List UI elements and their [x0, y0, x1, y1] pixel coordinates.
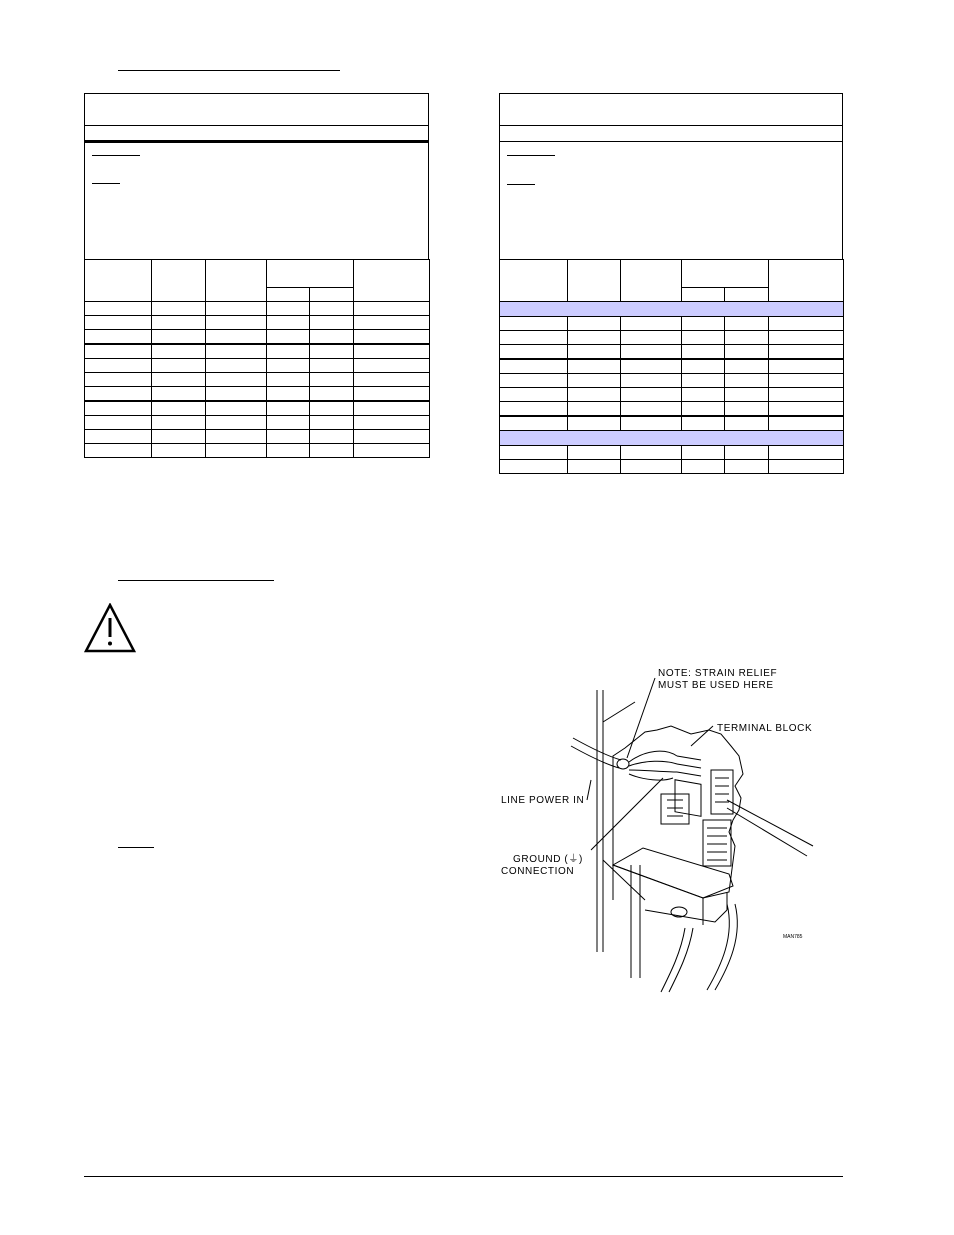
table-header-row	[500, 260, 844, 288]
left-table-notes-cell	[84, 142, 429, 260]
table-row	[85, 330, 430, 345]
notes-heading-underline	[92, 155, 140, 156]
table-row	[500, 402, 844, 417]
table-row	[500, 317, 844, 331]
table-row	[85, 316, 430, 330]
ground-connection-label-line2: CONNECTION	[501, 866, 575, 877]
note-label-underline	[92, 183, 120, 184]
cabinet-frame	[597, 690, 645, 978]
line-power-in-label: LINE POWER IN	[501, 795, 585, 806]
power-wiring-diagram	[495, 660, 820, 1000]
notes-heading-underline	[507, 155, 555, 156]
table-header-row	[85, 260, 430, 288]
section-heading-underline-1	[118, 70, 340, 71]
table-row	[500, 388, 844, 402]
table-band-row	[500, 431, 844, 446]
table-row	[500, 345, 844, 360]
left-data-grid	[84, 259, 430, 458]
table-row	[500, 460, 844, 474]
table-row	[85, 359, 430, 373]
support-rod	[727, 800, 813, 856]
strain-relief-note-line2: MUST BE USED HERE	[658, 680, 774, 691]
right-table-notes-cell	[499, 141, 843, 260]
right-data-grid	[499, 259, 844, 474]
table-row	[85, 430, 430, 444]
table-band-row	[500, 302, 844, 317]
section-heading-underline-2	[118, 580, 274, 581]
terminal-block-label: TERMINAL BLOCK	[717, 723, 813, 734]
table-row	[500, 331, 844, 345]
table-row	[500, 416, 844, 431]
table-row	[85, 373, 430, 387]
table-row	[85, 387, 430, 402]
right-table-title-cell	[499, 93, 843, 126]
table-row	[500, 359, 844, 374]
left-table-title-cell	[84, 93, 429, 126]
callout-leaders	[587, 678, 713, 850]
right-table-subtitle-cell	[499, 125, 843, 142]
terminal-block	[675, 756, 701, 816]
table-row	[85, 302, 430, 316]
table-row	[85, 444, 430, 458]
table-row	[500, 446, 844, 460]
strain-relief-note-line1: NOTE: STRAIN RELIEF	[658, 668, 778, 679]
table-row	[85, 344, 430, 359]
left-table-subtitle-cell	[84, 125, 429, 142]
ground-connection-label-line1: GROUND (⏚)	[513, 854, 583, 865]
note-label-underline	[507, 184, 535, 185]
table-row	[500, 374, 844, 388]
warning-triangle-icon	[84, 603, 136, 653]
flexible-conduits	[661, 904, 737, 992]
line-power-cable	[571, 738, 677, 780]
table-row	[85, 401, 430, 416]
table-row	[85, 416, 430, 430]
note-underline	[118, 847, 154, 848]
footer-rule	[84, 1176, 843, 1177]
figure-id-label: MAN785	[783, 934, 803, 940]
